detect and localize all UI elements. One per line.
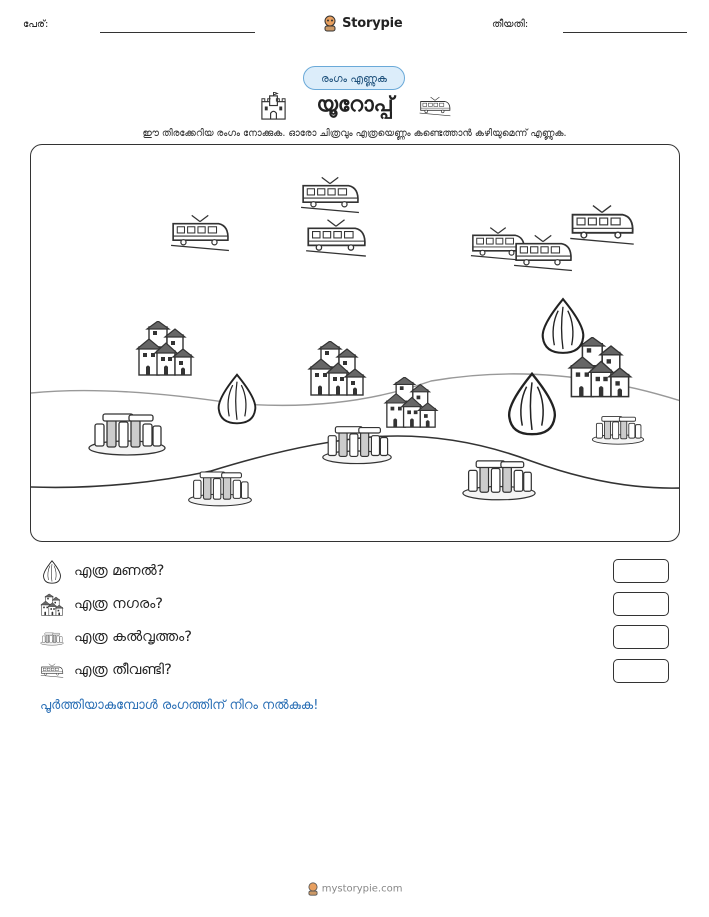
answer-box-stone-circle[interactable]	[613, 625, 669, 649]
train	[171, 215, 229, 250]
town	[137, 321, 193, 375]
train	[306, 220, 366, 256]
storypie-logo-icon	[323, 15, 337, 32]
answer-box-train[interactable]	[613, 659, 669, 683]
footer-url[interactable]: mystorypie.com	[321, 883, 403, 895]
coloring-note: പൂർത്തിയാകുമ്പോൾ രംഗത്തിന് നിറം നൽകുക!	[40, 698, 319, 713]
sand-drop	[509, 374, 555, 434]
brand-logo	[323, 13, 402, 33]
sand-drop	[543, 299, 584, 353]
answer-box-town[interactable]	[613, 592, 669, 616]
town	[309, 341, 365, 395]
sand-drop	[219, 375, 256, 424]
name-label: പേര്:	[23, 19, 49, 30]
brand-name: Storypie	[342, 16, 403, 31]
stone-circle	[323, 427, 391, 464]
answer-box-sand[interactable]	[613, 559, 669, 583]
town	[385, 377, 437, 427]
stone-circle-icon	[40, 626, 64, 650]
date-line[interactable]	[563, 32, 687, 33]
sand-drop-icon	[40, 560, 64, 584]
name-line[interactable]	[100, 32, 255, 33]
stone-circle	[592, 417, 643, 445]
storypie-logo-icon	[307, 882, 319, 896]
town-icon	[40, 593, 64, 617]
question-text: എത്ര കൽവൃത്തം?	[74, 629, 192, 645]
scene-illustration	[31, 145, 680, 542]
stone-circle	[89, 414, 165, 455]
activity-badge: രംഗം എണ്ണുക	[303, 66, 405, 90]
train	[301, 177, 359, 212]
counting-scene	[30, 144, 680, 542]
castle-icon	[259, 92, 288, 121]
stone-circle	[463, 461, 535, 500]
question-text: എത്ര മണൽ?	[74, 563, 165, 579]
stone-circle	[189, 472, 252, 506]
train-icon	[40, 659, 64, 683]
question-text: എത്ര നഗരം?	[74, 596, 163, 612]
footer	[0, 882, 709, 896]
question-text: എത്ര തീവണ്ടി?	[74, 662, 172, 678]
train	[570, 206, 633, 245]
page-title: യൂറോപ്പ്	[316, 92, 394, 116]
train-icon	[418, 96, 452, 118]
instruction-text: ഈ തിരക്കേറിയ രംഗം നോക്കുക. ഓരോ ചിത്രവും എത്രയെണ്ണം കണ്ടെത്താൻ കഴിയുമെന്ന് എണ്ണുക.	[142, 128, 567, 139]
date-label: തീയതി:	[492, 19, 529, 30]
